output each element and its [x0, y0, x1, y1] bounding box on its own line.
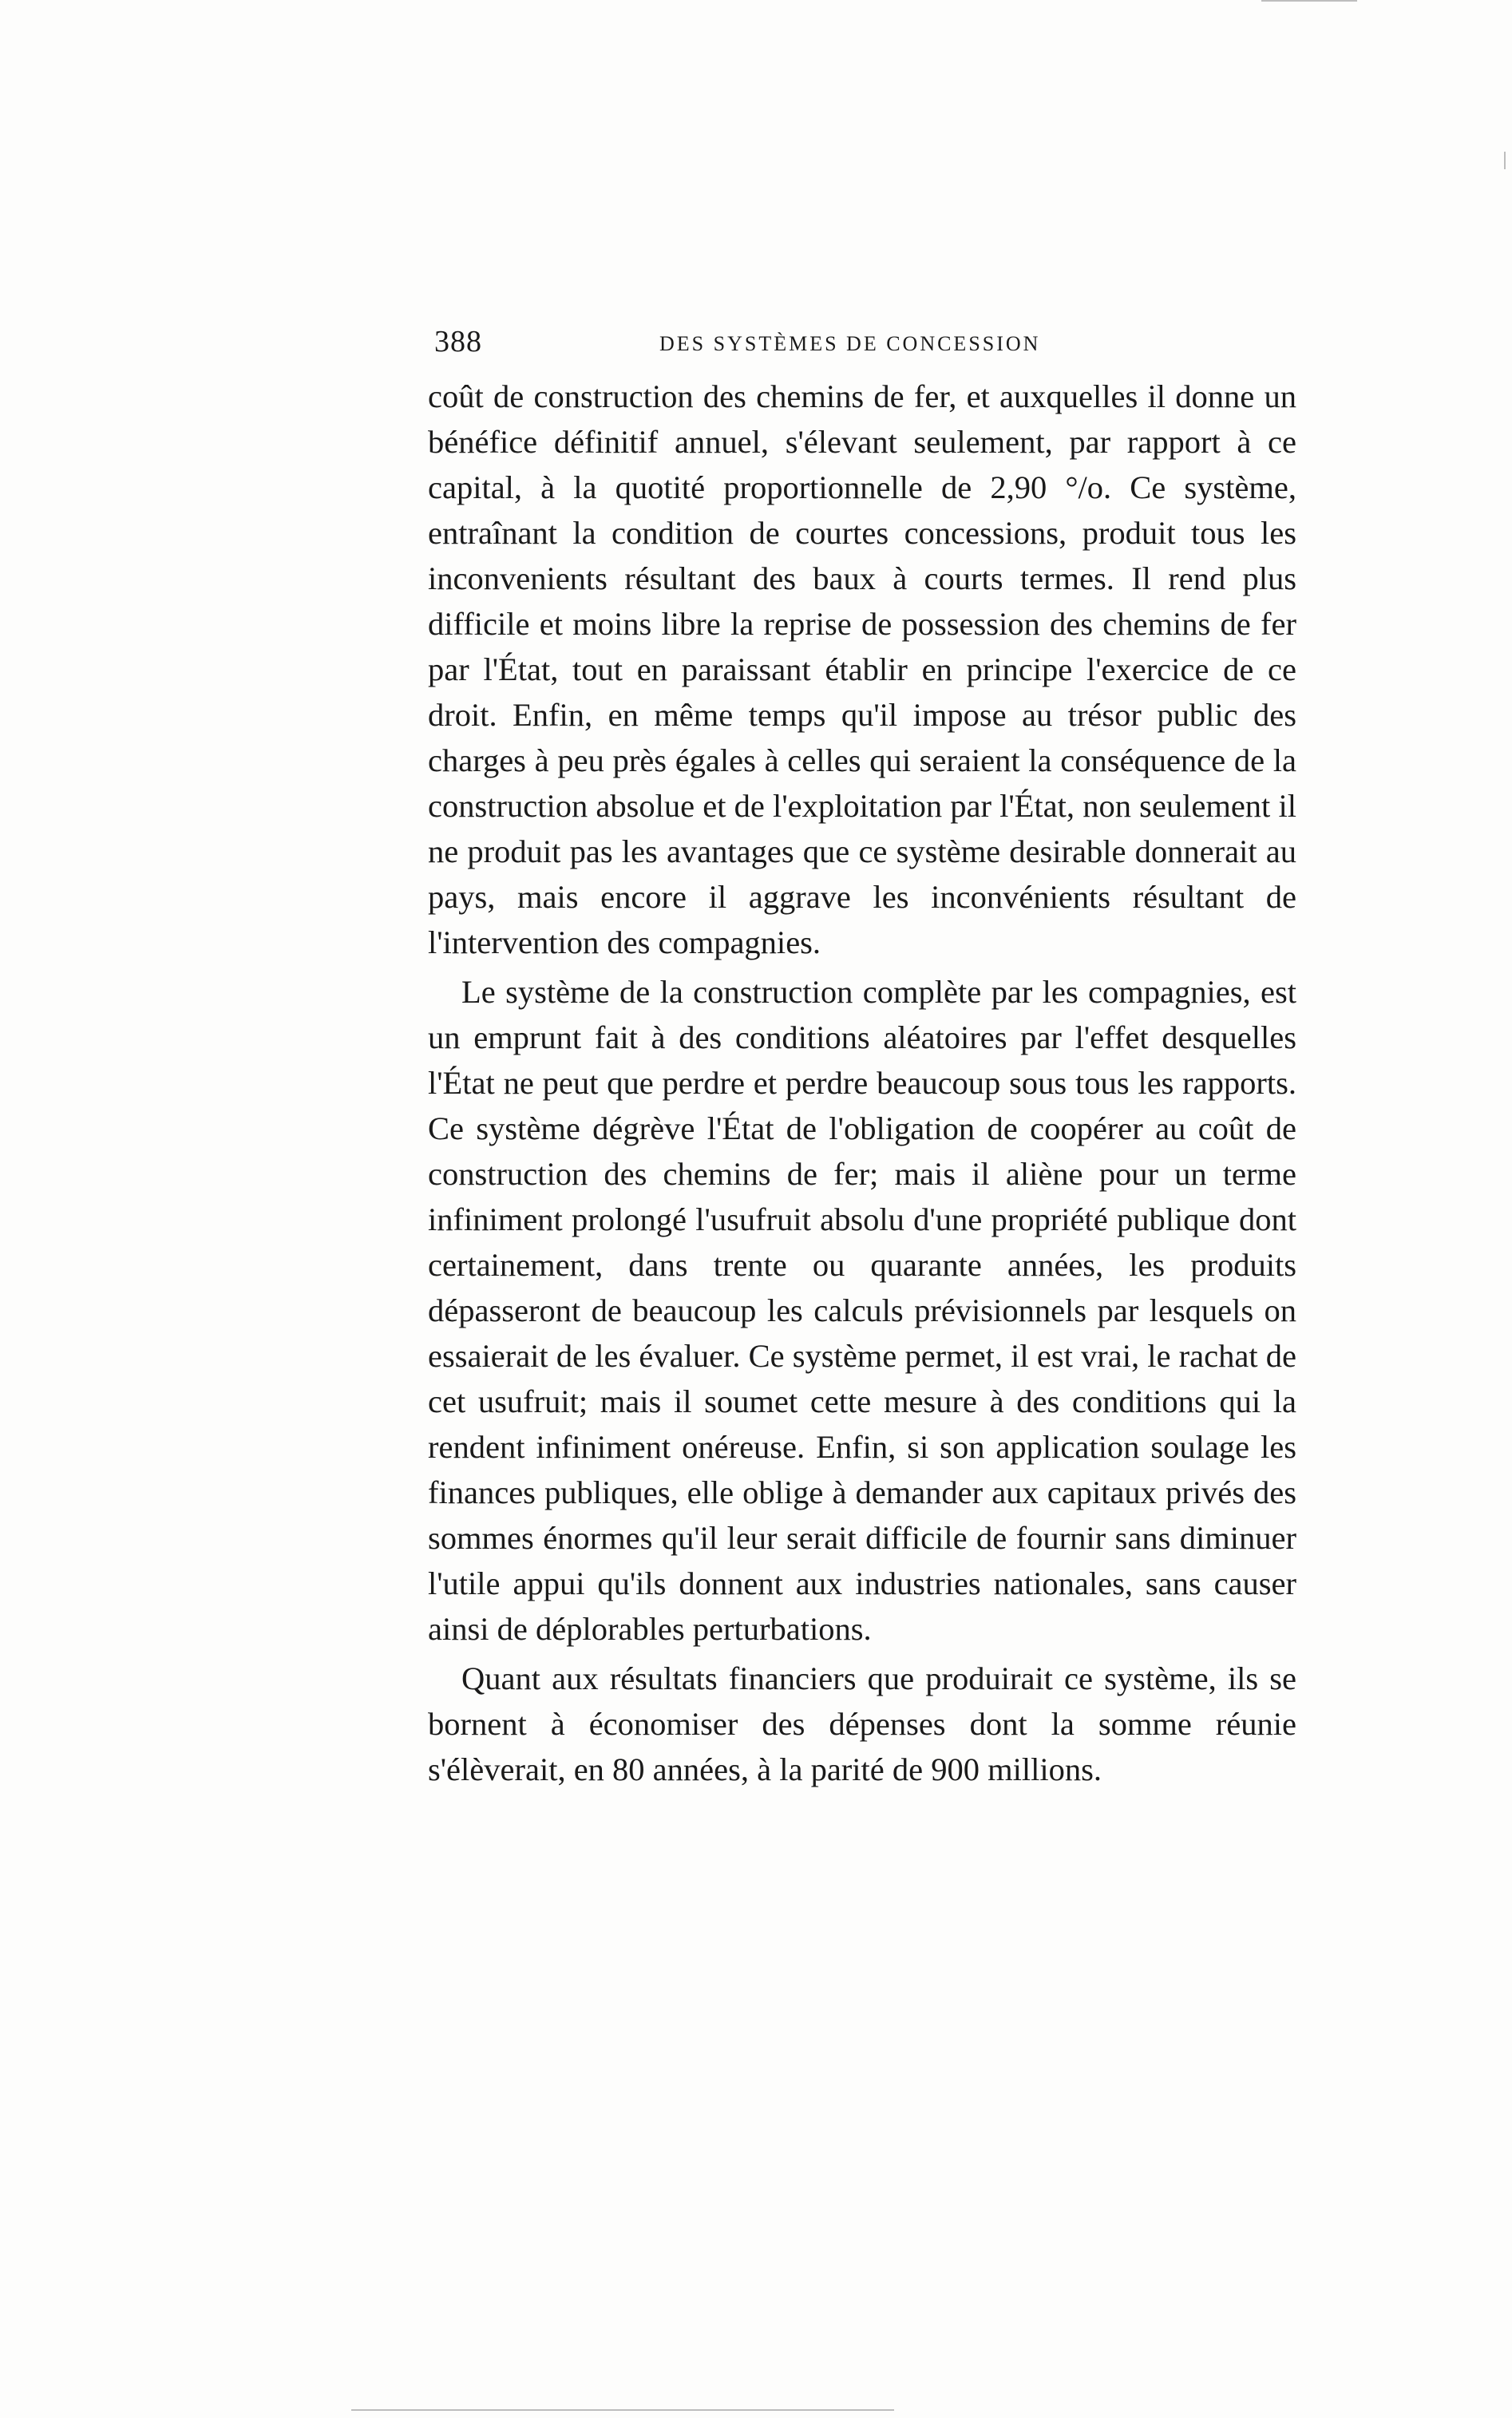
- top-edge-mark: [1261, 0, 1357, 2]
- body-text: [428, 374, 1296, 1796]
- right-edge-mark: [1504, 152, 1506, 169]
- page-number: 388: [434, 325, 482, 358]
- paragraph-1: coût de construction des chemins de fer, et auxquelles il donne un bénéfice définitif annuel, s'élevant seulement, par rapport à ce capital, à la quotité proportionnelle de 2,90 °/o. Ce système, entraînant la condition de courtes concessions, produit tous les inconvenients résultant des baux à courts termes. Il rend plus difficile et moins libre la reprise de possession des chemins de fer par l'État, tout en paraissant établir en principe l'exercice de ce droit. Enfin, en même temps qu'il impose au trésor public des charges à peu près égales à celles qui seraient la conséquence de la construction absolue et de l'exploitation par l'État, non seulement il ne produit pas les avantages que ce système desirable donnerait au pays, mais encore il aggrave les inconvénients résultant de l'intervention des compagnies.: [428, 378, 1296, 960]
- paragraph-2: Le système de la construction complète par les compagnies, est un emprunt fait à des conditions aléatoires par l'effet desquelles l'État ne peut que perdre et perdre beaucoup sous tous les rapports. Ce système dégrève l'État de l'obligation de coopérer au coût de construction des chemins de fer; mais il aliène pour un terme infiniment prolongé l'usufruit absolu d'une propriété publique dont certainement, dans trente ou quarante années, les produits dépasseront de beaucoup les calculs prévisionnels par lesquels on essaierait de les évaluer. Ce système permet, il est vrai, le rachat de cet usufruit; mais il soumet cette mesure à des conditions qui la rendent infiniment onéreuse. Enfin, si son application soulage les finances publiques, elle oblige à demander aux capitaux privés des sommes énormes qu'il leur serait difficile de fournir sans diminuer l'utile appui qu'ils donnent aux industries nationales, sans causer ainsi de déplorables perturbations.: [428, 974, 1296, 1647]
- page-header: [434, 321, 1296, 369]
- paragraph-3: Quant aux résultats financiers que produirait ce système, ils se bornent à économiser des dépenses dont la somme réunie s'élèverait, en 80 années, à la parité de 900 millions.: [428, 1660, 1296, 1787]
- running-title: DES SYSTÈMES DE CONCESSION: [659, 332, 1041, 355]
- bottom-edge-mark: [351, 2409, 894, 2411]
